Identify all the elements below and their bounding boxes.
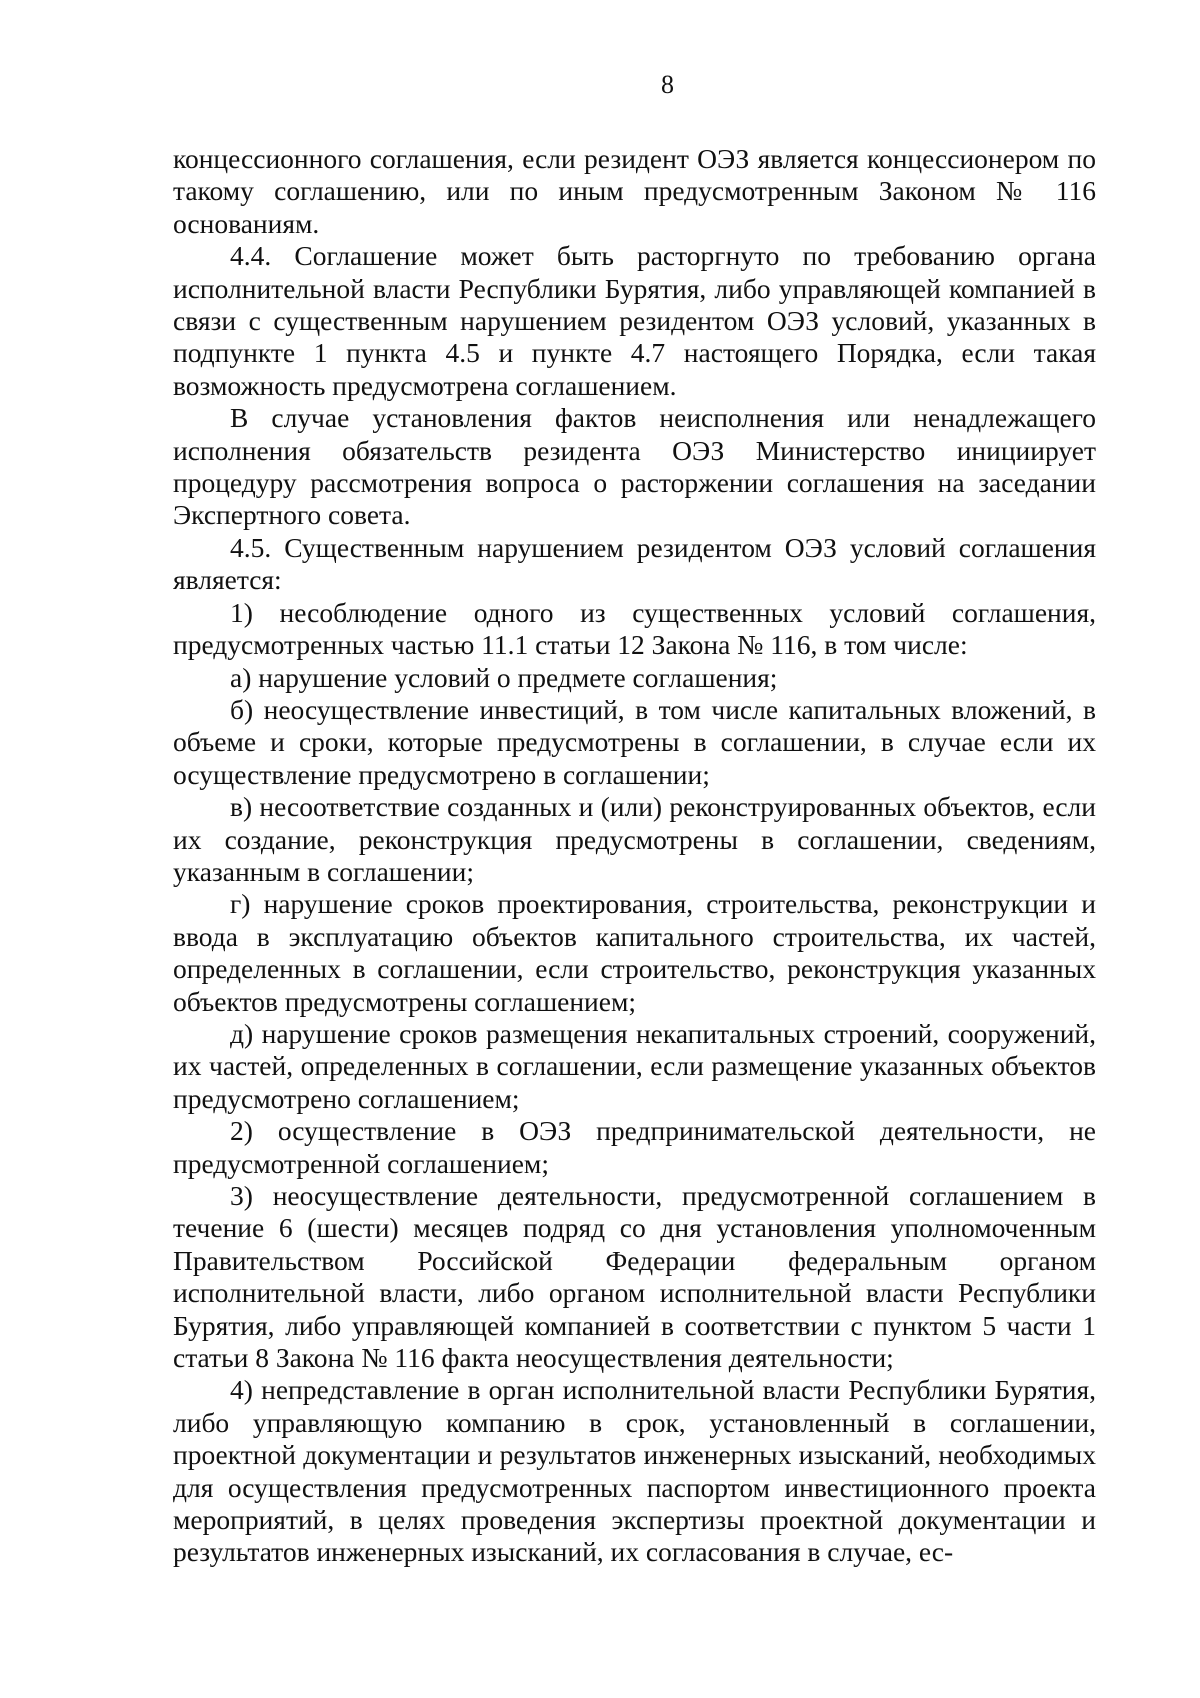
list-item-a: а) нарушение условий о предмете соглашения; [230,661,778,693]
list-item-v: в) несоответствие созданных и (или) реконструированных объектов, если их создание, реконструкция предусмотрены в соглашении, сведениям, указанным в соглашении; [173,791,1096,887]
list-item-d: д) нарушение сроков размещения некапитальных строений, сооружений, их частей, определенных в соглашении, если размещение указанных объектов предусмотрено соглашением; [173,1017,1096,1114]
paragraph-expert-council: В случае установления фактов неисполнения или ненадлежащего исполнения обязательств резидента ОЭЗ Министерство инициирует процедуру рассмотрения вопроса о расторжении соглашения на заседании Экспертного совета. [173,402,1096,531]
page-number: 8 [661,70,674,99]
list-item-4: 4) непредставление в орган исполнительной власти Республики Бурятия, либо управляющую компанию в срок, установленный в соглашении, проектной документации и результатов инженерных изысканий, необходимых для осуществления предусмотренных паспортом инвестиционного проекта мероприятий, в целях проведения экспертизы проектной документации и результатов инженерных изысканий, их согласования в случае, ес- [173,1374,1096,1568]
document-body [173,143,1096,1569]
list-item-g: г) нарушение сроков проектирования, строительства, реконструкции и ввода в эксплуатацию объектов капитального строительства, их частей, определенных в соглашении, если строительство, реконструкция указанных объектов предусмотрены соглашением; [173,888,1096,1017]
paragraph-4-4: 4.4. Соглашение может быть расторгнуто по требованию органа исполнительной власти Республики Бурятия, либо управляющей компанией в связи с существенным нарушением резидентом ОЭЗ условий, указанных в подпункте 1 пункта 4.5 и пункте 4.7 настоящего Порядка, если такая возможность предусмотрена соглашением. [173,240,1096,401]
list-item-1: 1) несоблюдение одного из существенных условий соглашения, предусмотренных частью 11.1 статьи 12 Закона № 116, в том числе: [173,596,1096,661]
list-item-3: 3) неосуществление деятельности, предусмотренной соглашением в течение 6 (шести) месяцев подряд со дня установления уполномоченным Правительством Российской Федерации федеральным органом исполнительной власти, либо органом исполнительной власти Республики Бурятия, либо управляющей компанией в соответствии с пунктом 5 части 1 статьи 8 Закона № 116 факта неосуществления деятельности; [173,1180,1096,1374]
list-item-2: 2) осуществление в ОЭЗ предпринимательской деятельности, не предусмотренной соглашением; [173,1115,1096,1179]
paragraph-concession-continuation: концессионного соглашения, если резидент ОЭЗ является концессионером по такому соглашению, или по иным предусмотренным Законом № 116 основаниям. [173,143,1096,239]
list-item-b: б) неосуществление инвестиций, в том числе капитальных вложений, в объеме и сроки, которые предусмотрены в соглашении, в случае если их осуществление предусмотрено в соглашении; [173,693,1096,790]
paragraph-4-5: 4.5. Существенным нарушением резидентом ОЭЗ условий соглашения является: [173,531,1096,596]
